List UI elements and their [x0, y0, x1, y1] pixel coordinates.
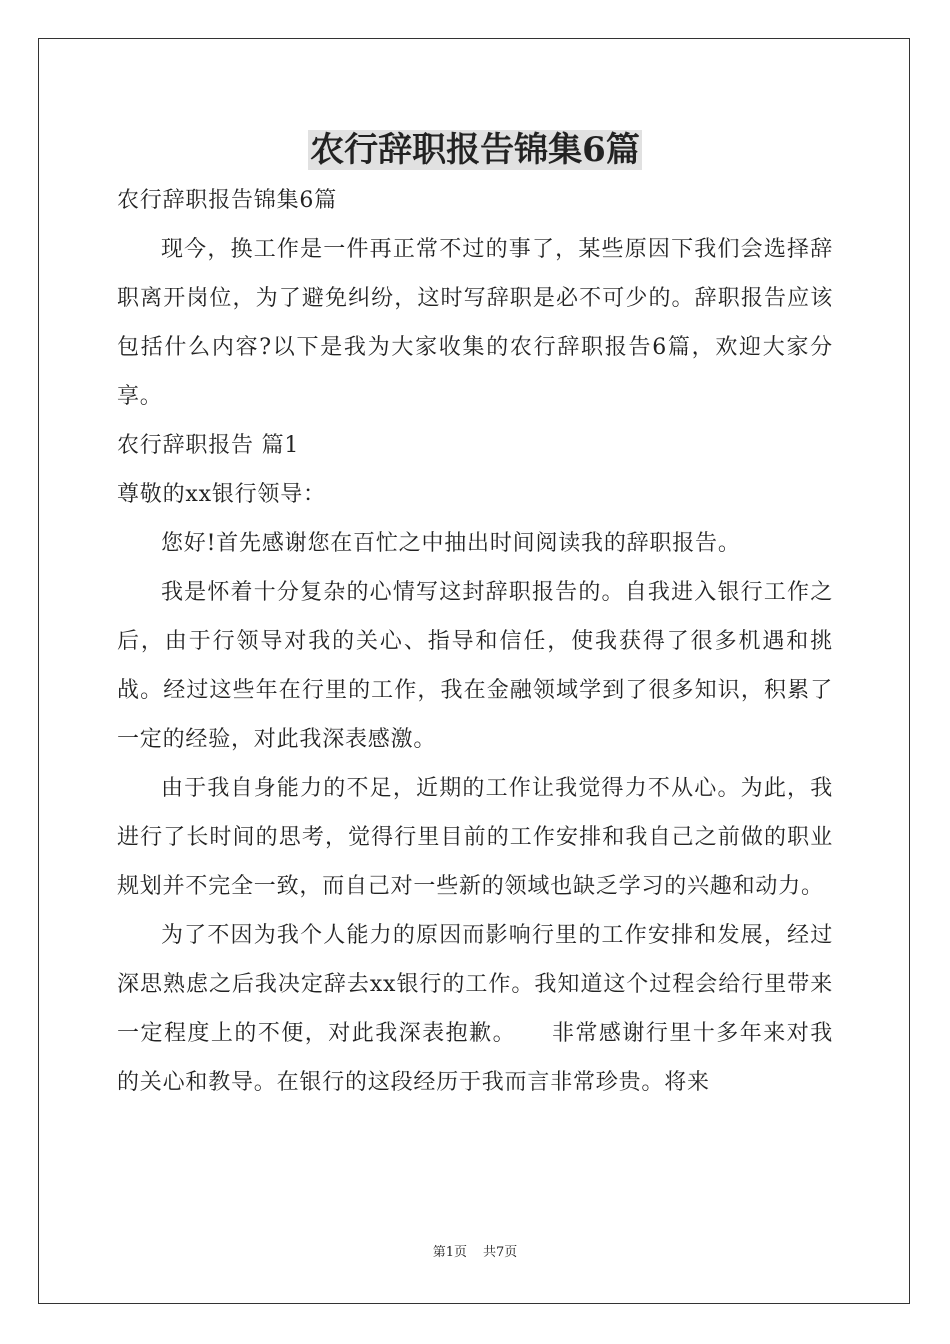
intro-paragraph: 现今，换工作是一件再正常不过的事了，某些原因下我们会选择辞职离开岗位，为了避免纠纷，这时写辞职是必不可少的。辞职报告应该包括什么内容?以下是我为大家收集的农行辞职报告6篇，欢迎大家分享。 [117, 237, 833, 409]
document-title [0, 124, 950, 176]
section-heading: 农行辞职报告 篇1 [117, 433, 300, 458]
body-paragraph: 您好!首先感谢您在百忙之中抽出时间阅读我的辞职报告。 [161, 531, 741, 556]
subtitle-line: 农行辞职报告锦集6篇 [117, 188, 337, 213]
page-number: 第1页 [432, 1245, 467, 1260]
page-total: 共7页 [483, 1245, 518, 1260]
document-body [117, 176, 833, 1107]
body-paragraph: 由于我自身能力的不足，近期的工作让我觉得力不从心。为此，我进行了长时间的思考，觉得行里目前的工作安排和我自己之前做的职业规划并不完全一致，而自己对一些新的领域也缺乏学习的兴趣和动力。 [117, 776, 833, 899]
salutation: 尊敬的xx银行领导： [117, 482, 326, 507]
body-paragraph: 为了不因为我个人能力的原因而影响行里的工作安排和发展，经过深思熟虑之后我决定辞去xx银行的工作。我知道这个过程会给行里带来一定程度上的不便，对此我深表抱歉。 非常感谢行里十多年来对我的关心和教导。在银行的这段经历于我而言非常珍贵。将来 [117, 923, 833, 1095]
document-title-text: 农行辞职报告锦集6篇 [310, 130, 640, 170]
body-paragraph: 我是怀着十分复杂的心情写这封辞职报告的。自我进入银行工作之后，由于行领导对我的关心、指导和信任，使我获得了很多机遇和挑战。经过这些年在行里的工作，我在金融领域学到了很多知识，积累了一定的经验，对此我深表感激。 [117, 580, 833, 752]
page-footer [0, 1244, 950, 1262]
